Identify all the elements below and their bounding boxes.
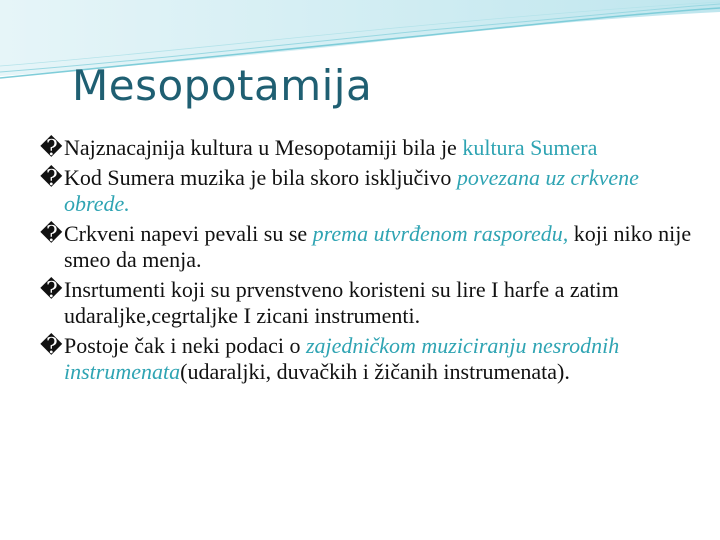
bullet-item (40, 221, 700, 273)
emphasis-text: povezana uz crkvene obrede. (64, 165, 639, 216)
bullet-item (40, 165, 700, 217)
bullet-item (40, 135, 700, 161)
bullet-text: Najznacajnija kultura u Mesopotamiji bila je (64, 135, 463, 160)
bullet-icon: � (40, 277, 63, 302)
bullet-icon: � (40, 333, 63, 358)
bullet-text: Insrtumenti koji su prvenstveno koristeni su lire I harfe a zatim udaraljke,cegrtaljke I zicani instrumenti. (64, 277, 619, 328)
emphasis-text: zajedničkom muziciranju nesrodnih instrumenata (64, 333, 620, 384)
bullet-text-tail: (udaraljki, duvačkih i žičanih instrumenata). (180, 359, 570, 384)
slide-title: Mesopotamija (72, 61, 373, 110)
bullet-item (40, 333, 700, 385)
bullet-item (40, 277, 700, 329)
bullet-list (40, 135, 700, 389)
bullet-text: Postoje čak i neki podaci o (64, 333, 306, 358)
emphasis-text: prema utvrđenom rasporedu, (312, 221, 569, 246)
bullet-text: Kod Sumera muzika je bila skoro isključivo (64, 165, 457, 190)
bullet-icon: � (40, 135, 63, 160)
bullet-text-tail: koji niko nije smeo da menja. (64, 221, 692, 272)
bullet-icon: � (40, 221, 63, 246)
bullet-icon: � (40, 165, 63, 190)
highlight-text: kultura Sumera (462, 135, 598, 160)
bullet-text: Crkveni napevi pevali su se (64, 221, 313, 246)
